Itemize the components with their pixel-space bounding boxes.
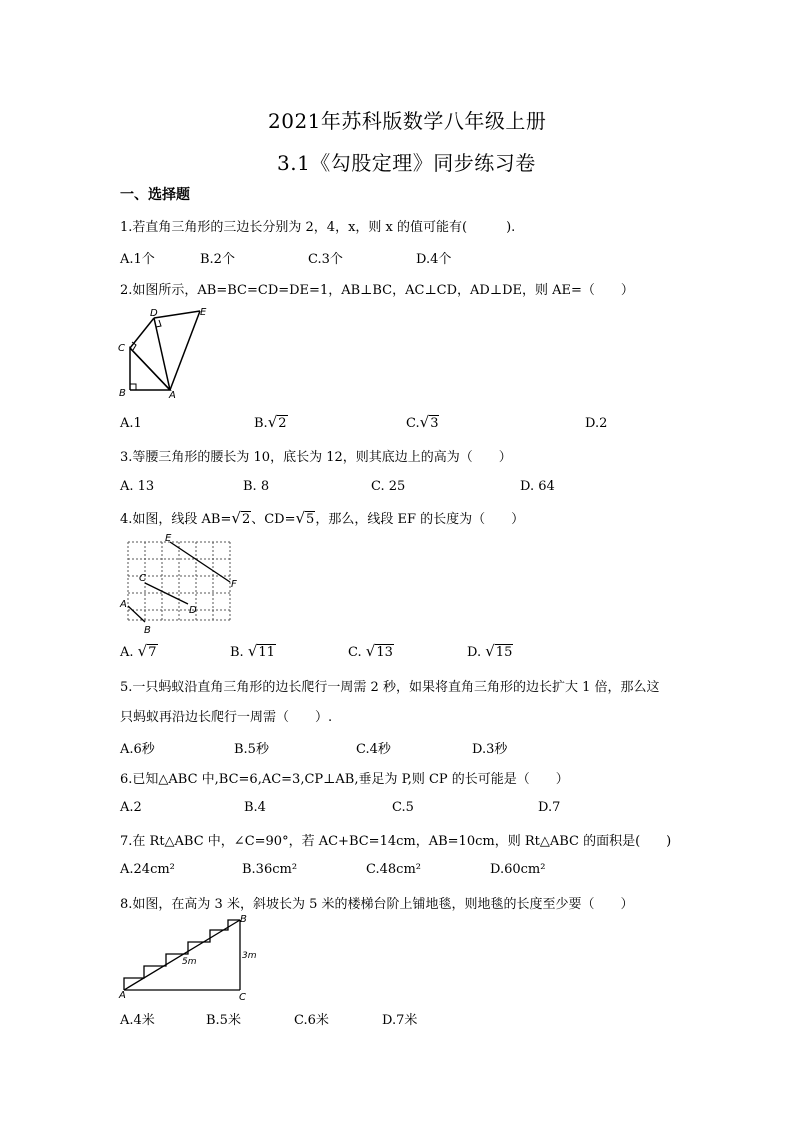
q2-option-b: B.√2 xyxy=(254,413,287,431)
q5-option-b: B.5秒 xyxy=(234,742,269,757)
question-4: 4.如图，线段 AB=√2、CD=√5，那么，线段 EF 的长度为（ ） xyxy=(120,509,525,527)
q7-option-c: C.48cm² xyxy=(366,862,421,877)
question-5-line-2: 只蚂蚁再沿边长爬行一周需（ ）. xyxy=(120,710,333,725)
q2-label-a: A xyxy=(169,390,176,400)
q4-label-b: B xyxy=(144,625,151,636)
q6-option-c: C.5 xyxy=(392,800,414,815)
question-8: 8.如图，在高为 3 米，斜坡长为 5 米的楼梯台阶上铺地毯，则地毯的长度至少要（ ） xyxy=(120,897,634,912)
q3-option-d: D. 64 xyxy=(520,479,555,494)
q8-option-a: A.4米 xyxy=(120,1013,155,1028)
q8-label-height: 3m xyxy=(242,951,257,961)
section-heading: 一、选择题 xyxy=(120,187,190,203)
question-7: 7.在 Rt△ABC 中，∠C=90°，若 AC+BC=14cm，AB=10cm，则 Rt△ABC 的面积是( ) xyxy=(120,834,672,849)
q5-option-d: D.3秒 xyxy=(472,742,508,757)
q6-option-d: D.7 xyxy=(538,800,561,815)
q2-figure xyxy=(116,304,216,400)
q1-option-c: C.3个 xyxy=(308,252,343,267)
question-3: 3.等腰三角形的腰长为 10，底长为 12，则其底边上的高为（ ） xyxy=(120,450,512,465)
q4-option-a: A. √7 xyxy=(120,642,157,660)
q2-option-a: A.1 xyxy=(120,416,142,431)
q8-label-slope: 5m xyxy=(182,957,197,967)
document-title: 2021年苏科版数学八年级上册 xyxy=(268,109,547,133)
q4-label-d: D xyxy=(189,605,197,616)
q2-label-b: B xyxy=(119,388,126,399)
question-1: 1.若直角三角形的三边长分别为 2，4，x，则 x 的值可能有( ). xyxy=(120,220,516,235)
q1-option-d: D.4个 xyxy=(416,252,452,267)
q6-option-b: B.4 xyxy=(244,800,266,815)
document-subtitle: 3.1《勾股定理》同步练习卷 xyxy=(277,151,536,175)
q8-label-c: C xyxy=(239,992,246,1000)
q4-label-e: E xyxy=(165,534,172,544)
q4-option-b: B. √11 xyxy=(230,642,275,660)
q2-label-d: D xyxy=(150,308,158,319)
q3-option-a: A. 13 xyxy=(120,479,155,494)
q4-option-d: D. √15 xyxy=(467,642,513,660)
q8-label-a: A xyxy=(119,990,126,1000)
q4-grid-figure xyxy=(118,534,242,636)
q3-option-c: C. 25 xyxy=(371,479,406,494)
q4-label-c: C xyxy=(139,573,146,584)
q2-option-d: D.2 xyxy=(585,416,608,431)
q8-option-c: C.6米 xyxy=(294,1013,329,1028)
q8-option-b: B.5米 xyxy=(206,1013,241,1028)
q5-option-c: C.4秒 xyxy=(356,742,391,757)
q4-option-c: C. √13 xyxy=(348,642,393,660)
q2-label-e: E xyxy=(200,307,207,318)
question-6: 6.已知△ABC 中,BC=6,AC=3,CP⊥AB,垂足为 P,则 CP 的长可能是（ ） xyxy=(120,772,569,787)
q8-option-d: D.7米 xyxy=(382,1013,418,1028)
q8-staircase-figure xyxy=(118,914,260,1000)
q2-option-c: C.√3 xyxy=(406,413,439,431)
question-5-line-1: 5.一只蚂蚁沿直角三角形的边长爬行一周需 2 秒，如果将直角三角形的边长扩大 1 倍，那么这 xyxy=(120,680,660,695)
q8-label-b: B xyxy=(240,914,247,925)
q6-option-a: A.2 xyxy=(120,800,142,815)
q3-option-b: B. 8 xyxy=(243,479,270,494)
q2-label-c: C xyxy=(118,343,125,354)
q4-label-a: A xyxy=(120,599,127,610)
question-2: 2.如图所示，AB=BC=CD=DE=1，AB⊥BC，AC⊥CD，AD⊥DE，则 AE=（ ） xyxy=(120,283,634,298)
q1-option-b: B.2个 xyxy=(200,252,235,267)
q5-option-a: A.6秒 xyxy=(120,742,155,757)
q7-option-d: D.60cm² xyxy=(490,862,546,877)
q4-label-f: F xyxy=(231,579,237,590)
q7-option-b: B.36cm² xyxy=(242,862,298,877)
q1-option-a: A.1个 xyxy=(120,252,155,267)
q7-option-a: A.24cm² xyxy=(120,862,175,877)
